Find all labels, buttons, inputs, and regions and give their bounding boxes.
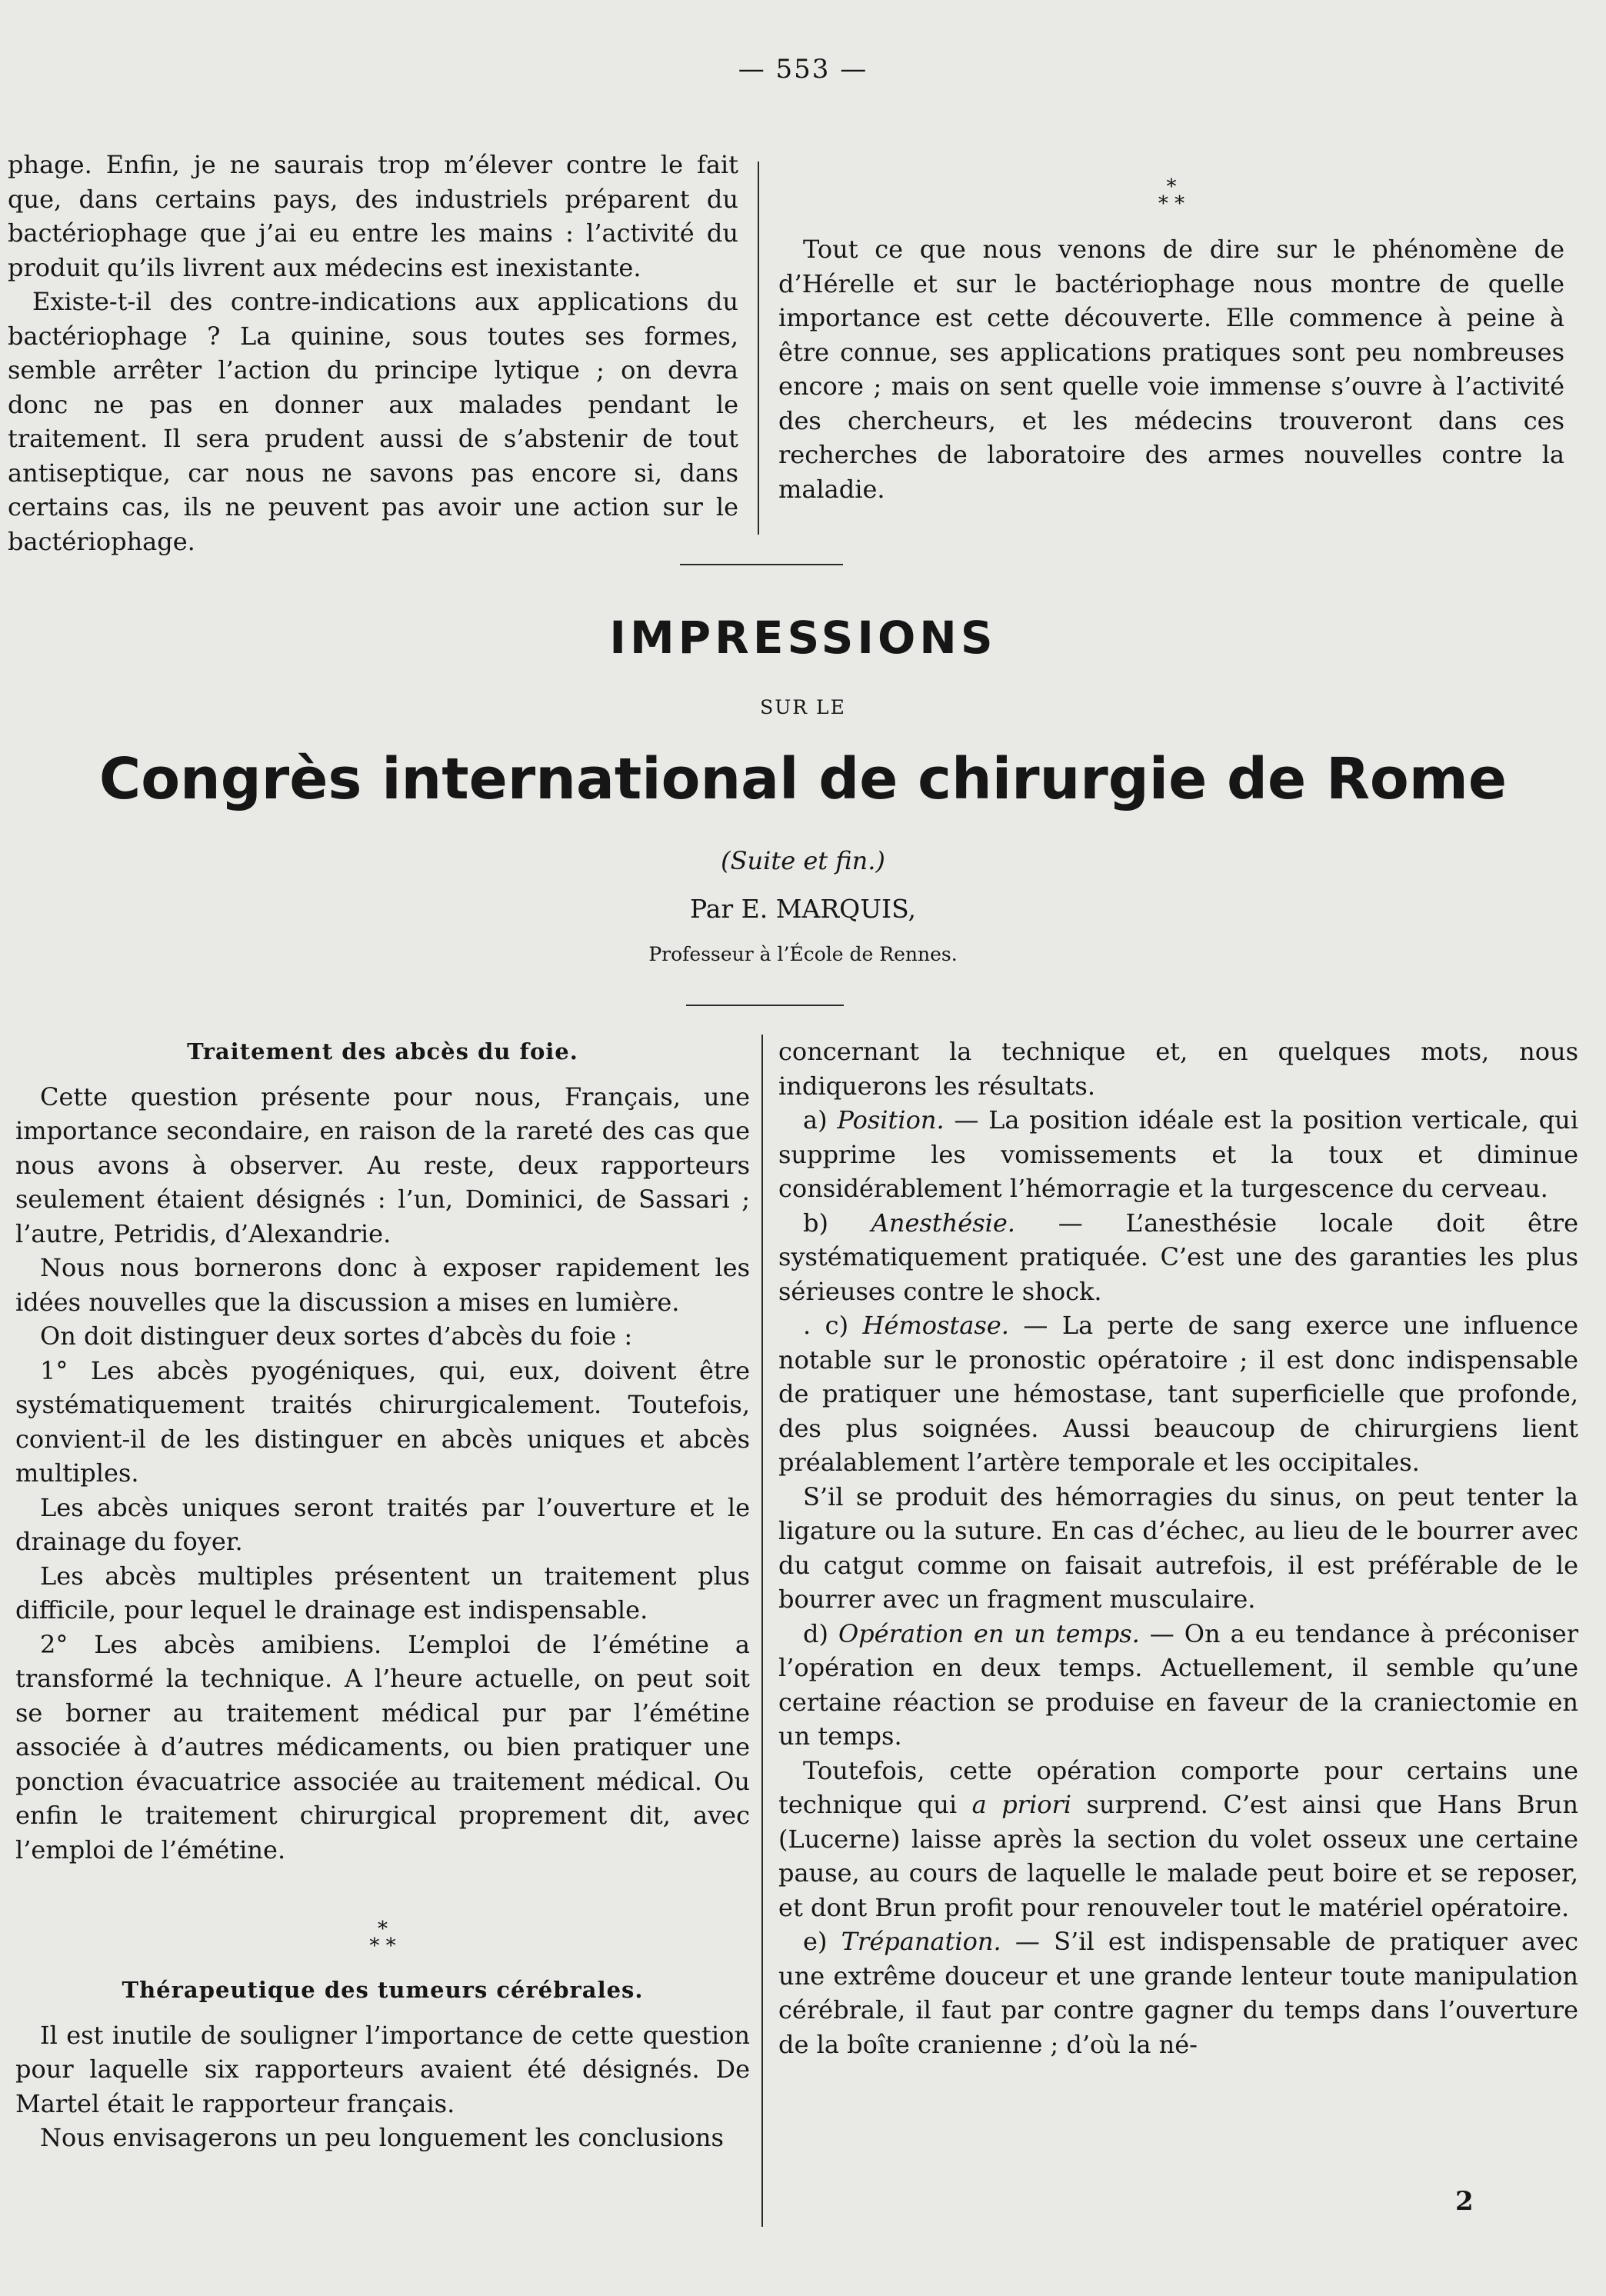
paragraph: S’il se produit des hémorragies du sinus, on peut tenter la ligature ou la suture. En cas d’échec, au lieu de le bourrer avec du catgut comme on faisait autrefois, il est préférable de le bourrer avec un fragment musculaire. [778,1481,1578,1614]
paragraph: Tout ce que nous venons de dire sur le phénomène de d’Hérelle et sur le bactériophage nous montre de quelle importance est cette découverte. Elle commence à peine à être connue, ses applications pratiques sont peu nombreuses encore ; mais on sent quelle voie immense s’ouvre à l’activité des chercheurs, et les médecins trouveront dans ces recherches de laboratoire des armes nouvelles contre la maladie. [778,235,1564,504]
paragraph-item-c: . c) Hémostase. — La perte de sang exerce une influence notable sur le pronostic opératoire ; il est donc indispensable de pratiquer une hémostase, tant superficielle que profonde, des plus soignées. Aussi beaucoup de chirurgiens lient préalablement l’artère temporale et les occipitales. [778,1311,1579,1477]
top-left-column [8,148,738,558]
paragraph: 2° Les abcès amibiens. L’emploi de l’émétine a transformé la technique. A l’heure actuelle, on peut soit se borner au traitement médical pur par l’émétine associée à d’autres médicaments, ou bien pratiquer une ponction évacuatrice associée au traitement médical. Ou enfin le traitement chirurgical proprement dit, avec l’emploi de l’émétine. [15,1629,750,1864]
bottom-right-column [778,1035,1578,2061]
article-title-main: Congrès international de chirurgie de Rome [98,746,1508,812]
page-number: — 553 — [738,54,868,85]
author-affiliation: Professeur à l’École de Rennes. [648,943,958,965]
paragraph: On doit distinguer deux sortes d’abcès du foie : [40,1321,633,1351]
paragraph: Toutefois, cette opération comporte pour certains une technique qui a priori surprend. C’est ainsi que Hans Brun (Lucerne) laisse après la section du volet osseux une certaine pause, au cours de laquelle le malade peut boire et se reposer, et dont Brun profit pour renouveler tout le matériel opératoire. [778,1755,1579,1922]
article-subtitle: (Suite et fin.) [721,846,885,875]
section-heading: Traitement des abcès du foie. [187,1038,578,1065]
bottom-left-column [15,1035,750,2155]
paragraph: Les abcès multiples présentent un traitement plus difficile, pour lequel le drainage est indispensable. [15,1561,750,1625]
column-rule-bottom [761,1035,763,2227]
paragraph: Les abcès uniques seront traités par l’ouverture et le drainage du foyer. [15,1492,750,1556]
paragraph-item-e: e) Trépanation. — S’il est indispensable de pratiquer avec une extrême douceur et une grande lenteur toute manipulation cérébrale, il faut par contre gagner du temps dans l’ouverture de la boîte cranienne ; d’où la né- [778,1927,1579,2059]
top-right-column [778,175,1564,506]
paragraph: Il est inutile de souligner l’importance de cette question pour laquelle six rapporteurs avaient été désignés. De Martel était le rapporteur français. [15,2020,750,2118]
column-rule-top [758,162,759,535]
section-separator-stars: * * * [369,1918,396,1958]
signature-mark: 2 [1455,2186,1474,2217]
paragraph: 1° Les abcès pyogéniques, qui, eux, doivent être systématiquement traités chirurgicalement. Toutefois, convient-il de les distinguer en abcès uniques et abcès multiples. [15,1355,750,1488]
article-title-impressions: IMPRESSIONS [609,611,997,664]
section-separator-stars: * * * [1158,175,1185,215]
paragraph: concernant la technique et, en quelques mots, nous indiquerons les résultats. [778,1037,1578,1101]
article-title-sur-le: SUR LE [760,696,846,718]
divider-rule [680,564,843,565]
paragraph-item-a: a) Position. — La position idéale est la position verticale, qui supprime les vomissements et la toux et diminue considérablement l’hémorragie et la turgescence du cerveau. [778,1105,1579,1203]
divider-rule [686,1005,844,1006]
article-author: Par E. MARQUIS, [689,894,917,924]
section-heading: Thérapeutique des tumeurs cérébrales. [122,1977,644,2003]
paragraph: Cette question présente pour nous, Français, une importance secondaire, en raison de la rareté des cas que nous avons à observer. Au reste, deux rapporteurs seulement étaient désignés : l’un, Dominici, de Sassari ; l’autre, Petridis, d’Alexandrie. [15,1081,750,1248]
paragraph: Nous envisagerons un peu longuement les conclusions [40,2123,724,2152]
paragraph: Existe-t-il des contre-indications aux applications du bactériophage ? La quinine, sous toutes ses formes, semble arrêter l’action du principe lytique ; on devra donc ne pas en donner aux malades pendant le traitement. Il sera prudent aussi de s’abstenir de tout antiseptique, car nous ne savons pas encore si, dans certains cas, ils ne peuvent pas avoir une action sur le bactériophage. [8,287,738,556]
paragraph-item-b: b) Anesthésie. — L’anesthésie locale doit être systématiquement pratiquée. C’est une des garanties les plus sérieuses contre le shock. [778,1208,1579,1306]
paragraph: Nous nous bornerons donc à exposer rapidement les idées nouvelles que la discussion a mises en lumière. [15,1253,750,1317]
paragraph-item-d: d) Opération en un temps. — On a eu tendance à préconiser l’opération en deux temps. Actuellement, il semble qu’une certaine réaction se produise en faveur de la craniectomie en un temps. [778,1618,1578,1751]
paragraph: phage. Enfin, je ne saurais trop m’élever contre le fait que, dans certains pays, des industriels préparent du bactériophage que j’ai eu entre les mains : l’activité du produit qu’ils livrent aux médecins est inexistante. [8,150,738,282]
